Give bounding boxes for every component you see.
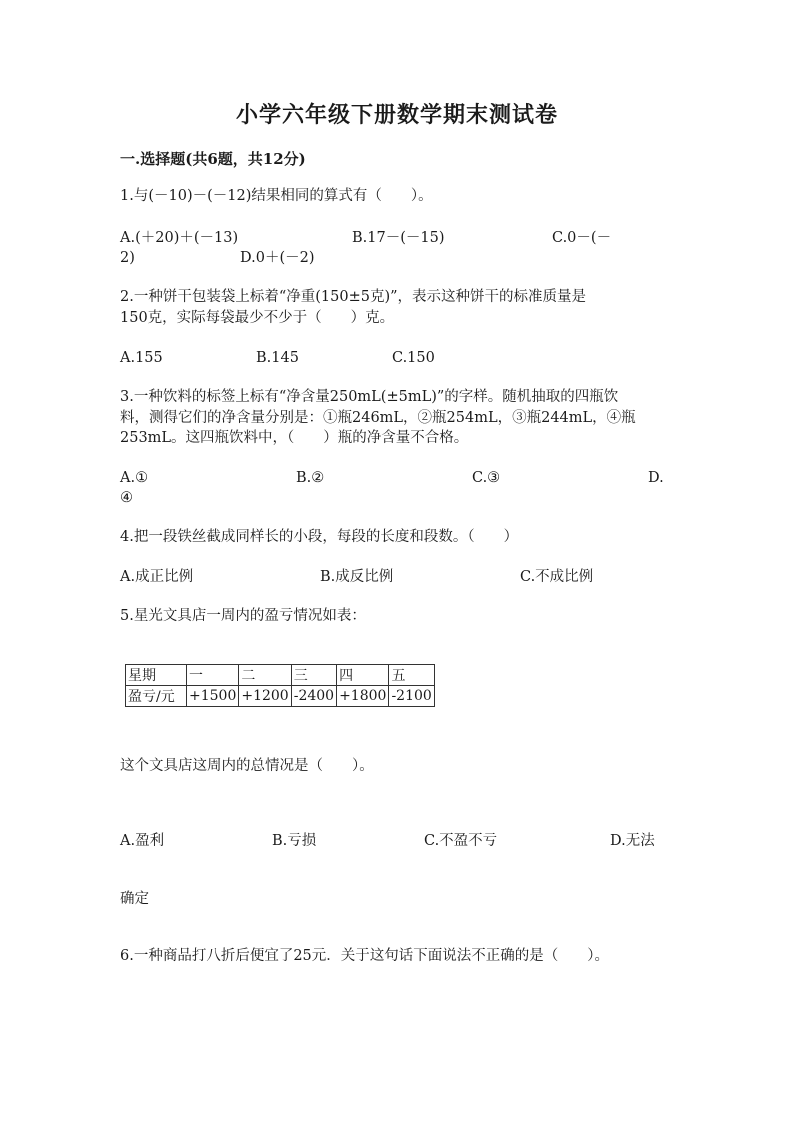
table-cell: 盈亏/元 bbox=[126, 686, 187, 707]
question-3-option-b: B.② bbox=[296, 470, 325, 486]
question-3-option-c: C.③ bbox=[472, 470, 501, 486]
table-cell: 星期 bbox=[126, 665, 187, 686]
table-cell: -2100 bbox=[389, 686, 434, 707]
question-4-option-a: A.成正比例 bbox=[120, 569, 194, 585]
table-cell: 三 bbox=[291, 665, 336, 686]
table-row bbox=[126, 665, 435, 686]
question-5-option-c: C.不盈不亏 bbox=[424, 833, 498, 849]
question-2-stem-line2: 150克，实际每袋最少不少于（ ）克。 bbox=[120, 310, 395, 326]
page-title: 小学六年级下册数学期末测试卷 bbox=[235, 102, 558, 128]
question-4-stem: 4.把一段铁丝截成同样长的小段，每段的长度和段数。（ ） bbox=[120, 529, 519, 545]
question-5-option-d: D.无法 bbox=[610, 833, 655, 849]
question-5-stem: 5.星光文具店一周内的盈亏情况如表： bbox=[120, 608, 366, 624]
question-2-option-a: A.155 bbox=[120, 350, 163, 366]
table-row bbox=[126, 686, 435, 707]
table-cell: 四 bbox=[337, 665, 389, 686]
question-3-option-a: A.① bbox=[120, 470, 149, 486]
question-3-stem-line3: 253mL。这四瓶饮料中，（ ）瓶的净含量不合格。 bbox=[120, 430, 469, 446]
question-2-stem-line1: 2.一种饼干包装袋上标着“净重(150±5克)”，表示这种饼干的标准质量是 bbox=[120, 289, 587, 305]
profit-loss-table bbox=[125, 664, 435, 707]
table-cell: +1200 bbox=[239, 686, 291, 707]
question-2-option-b: B.145 bbox=[256, 350, 299, 366]
question-3-stem-line2: 料，测得它们的净含量分别是：①瓶246mL，②瓶254mL，③瓶244mL，④瓶 bbox=[120, 410, 636, 426]
question-1-option-a: A.(＋20)＋(－13) bbox=[120, 230, 239, 246]
question-5-option-d-cont: 确定 bbox=[120, 891, 149, 907]
question-1-option-c-cont: 2) bbox=[120, 250, 135, 266]
table-cell: 一 bbox=[187, 665, 239, 686]
question-5-option-b: B.亏损 bbox=[272, 833, 317, 849]
question-2-option-c: C.150 bbox=[392, 350, 435, 366]
table-cell: 五 bbox=[389, 665, 434, 686]
section-heading: 一.选择题(共6题，共12分) bbox=[120, 150, 306, 168]
question-1-option-c: C.0－(－ bbox=[552, 230, 612, 246]
table-cell: +1800 bbox=[337, 686, 389, 707]
question-3-stem-line1: 3.一种饮料的标签上标有“净含量250mL(±5mL)”的字样。随机抽取的四瓶饮 bbox=[120, 389, 619, 405]
table-cell: -2400 bbox=[291, 686, 336, 707]
question-3-option-d-cont: ④ bbox=[120, 490, 133, 506]
table-cell: 二 bbox=[239, 665, 291, 686]
question-1-option-d: D.0＋(－2) bbox=[240, 250, 315, 266]
question-6-stem: 6.一种商品打八折后便宜了25元．关于这句话下面说法不正确的是（ ）。 bbox=[120, 948, 610, 964]
question-4-option-c: C.不成比例 bbox=[520, 569, 594, 585]
question-1-option-b: B.17－(－15) bbox=[352, 230, 445, 246]
question-1-stem: 1.与(－10)－(－12)结果相同的算式有（ ）。 bbox=[120, 188, 433, 204]
question-5-option-a: A.盈利 bbox=[120, 833, 165, 849]
question-5-followup: 这个文具店这周内的总情况是（ ）。 bbox=[120, 758, 374, 774]
table-cell: +1500 bbox=[187, 686, 239, 707]
question-3-option-d: D. bbox=[648, 470, 664, 486]
question-4-option-b: B.成反比例 bbox=[320, 569, 394, 585]
